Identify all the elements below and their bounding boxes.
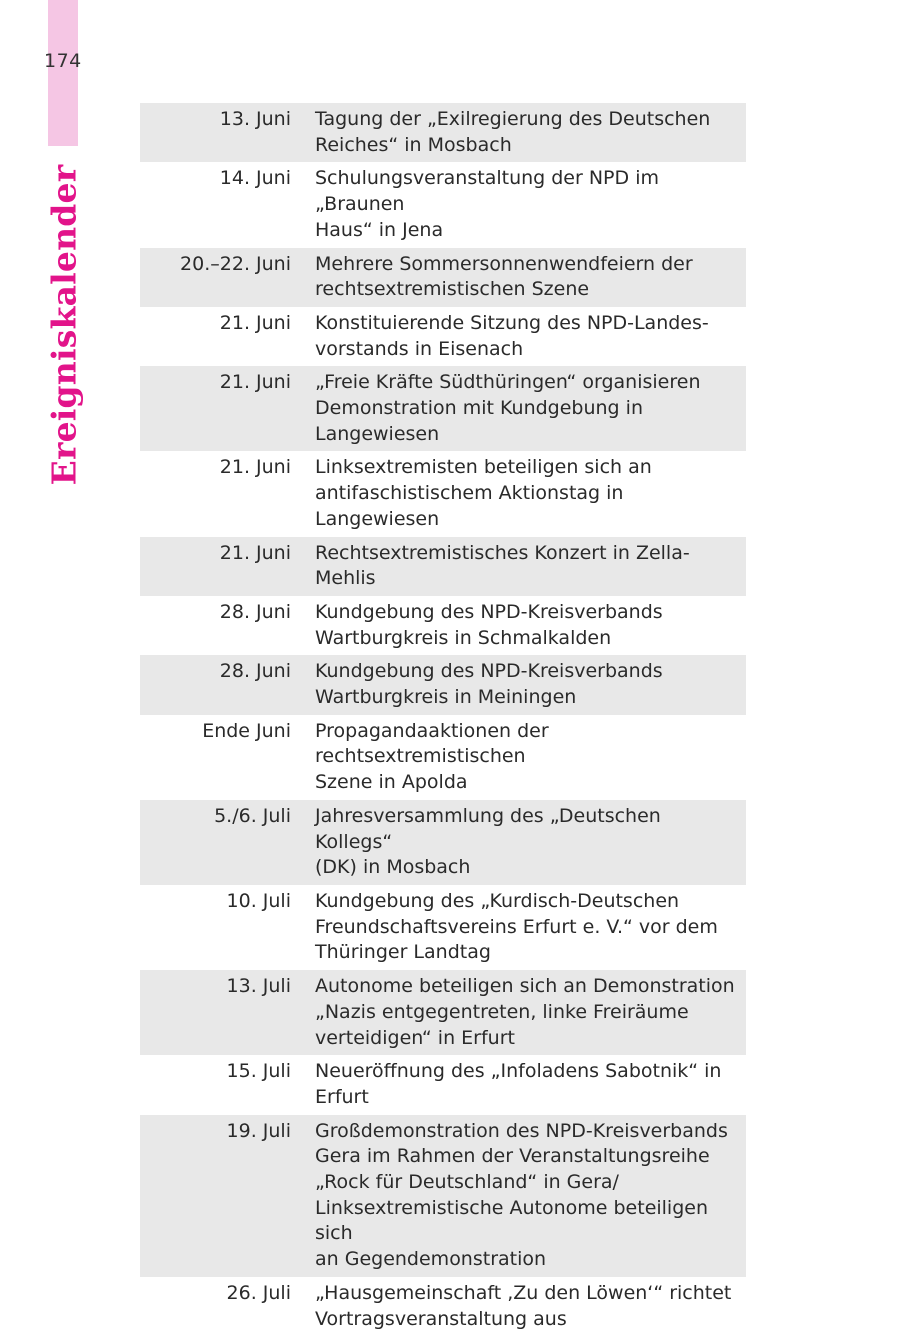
calendar-row [140,715,746,800]
calendar-row [140,1115,746,1277]
event-date: 28. Juni [219,660,291,683]
event-date: 5./6. Juli [214,804,291,827]
event-date: 13. Juni [219,108,291,130]
event-description: Mehrere Sommersonnenwendfeiern der rechtsextremistischen Szene [315,252,693,301]
calendar-row [140,537,746,596]
section-title: Ereigniskalender [44,164,84,486]
calendar-row [140,885,746,970]
event-date: 21. Juni [219,456,291,479]
calendar-row [140,248,746,307]
event-description: Schulungsveranstaltung der NPD im „Braunen Haus“ in Jena [315,167,659,241]
event-description: Rechtsextremistisches Konzert in Zella-Mehlis [315,541,690,590]
event-date: 20.–22. Juni [180,252,291,275]
calendar-row [140,307,746,366]
event-date: 21. Juni [219,311,291,334]
calendar-row [140,970,746,1055]
event-date: 28. Juni [219,600,291,623]
event-description: Jahresversammlung des „Deutschen Kollegs“ (DK) in Mosbach [315,804,661,879]
event-description: Autonome beteiligen sich an Demonstration „Nazis entgegentreten, linke Freiräume verteidigen“ in Erfurt [315,975,735,1049]
event-description: „Freie Kräfte Südthüringen“ organisieren Demonstration mit Kundgebung in Langewiesen [315,371,701,445]
calendar-row [140,1277,746,1336]
event-description: Kundgebung des „Kurdisch-Deutschen Freundschaftsvereins Erfurt e. V.“ vor dem Thüringer Landtag [315,889,718,964]
calendar-row [140,366,746,451]
event-description: Kundgebung des NPD-Kreisverbands Wartburgkreis in Schmalkalden [315,600,663,649]
event-date: 21. Juni [219,371,291,394]
calendar-row [140,800,746,885]
event-description: „Hausgemeinschaft ‚Zu den Löwen‘“ richtet Vortragsveranstaltung aus [315,1281,732,1330]
event-date: 10. Juli [226,889,291,912]
event-description: Konstituierende Sitzung des NPD-Landes- vorstands in Eisenach [315,311,709,360]
event-description: Neueröffnung des „Infoladens Sabotnik“ in Erfurt [315,1060,722,1108]
event-date: 19. Juli [226,1119,291,1142]
event-description: Propagandaaktionen der rechtsextremistischen Szene in Apolda [315,719,549,794]
calendar-row [140,655,746,714]
event-calendar-table [140,103,746,1336]
event-date: Ende Juni [202,719,291,742]
event-description: Tagung der „Exilregierung des Deutschen Reiches“ in Mosbach [315,108,711,156]
event-date: 15. Juli [226,1060,291,1083]
calendar-row [140,162,746,247]
event-date: 21. Juni [219,541,291,564]
calendar-row [140,596,746,655]
event-description: Kundgebung des NPD-Kreisverbands Wartburgkreis in Meiningen [315,660,663,709]
event-description: Linksextremisten beteiligen sich an antifaschistischem Aktionstag in Langewiesen [315,456,652,530]
event-date: 13. Juli [226,975,291,998]
page-number: 174 [44,50,82,72]
calendar-row [140,1055,746,1114]
event-date: 14. Juni [219,167,291,190]
calendar-row [140,103,746,162]
calendar-row [140,451,746,536]
event-description: Großdemonstration des NPD-Kreisverbands Gera im Rahmen der Veranstaltungsreihe „Rock für Deutschland“ in Gera/ Linksextremistische Autonome beteiligen sich an Gegendemonstration [315,1119,728,1271]
event-date: 26. Juli [226,1281,291,1304]
section-marker-strip [48,0,78,146]
